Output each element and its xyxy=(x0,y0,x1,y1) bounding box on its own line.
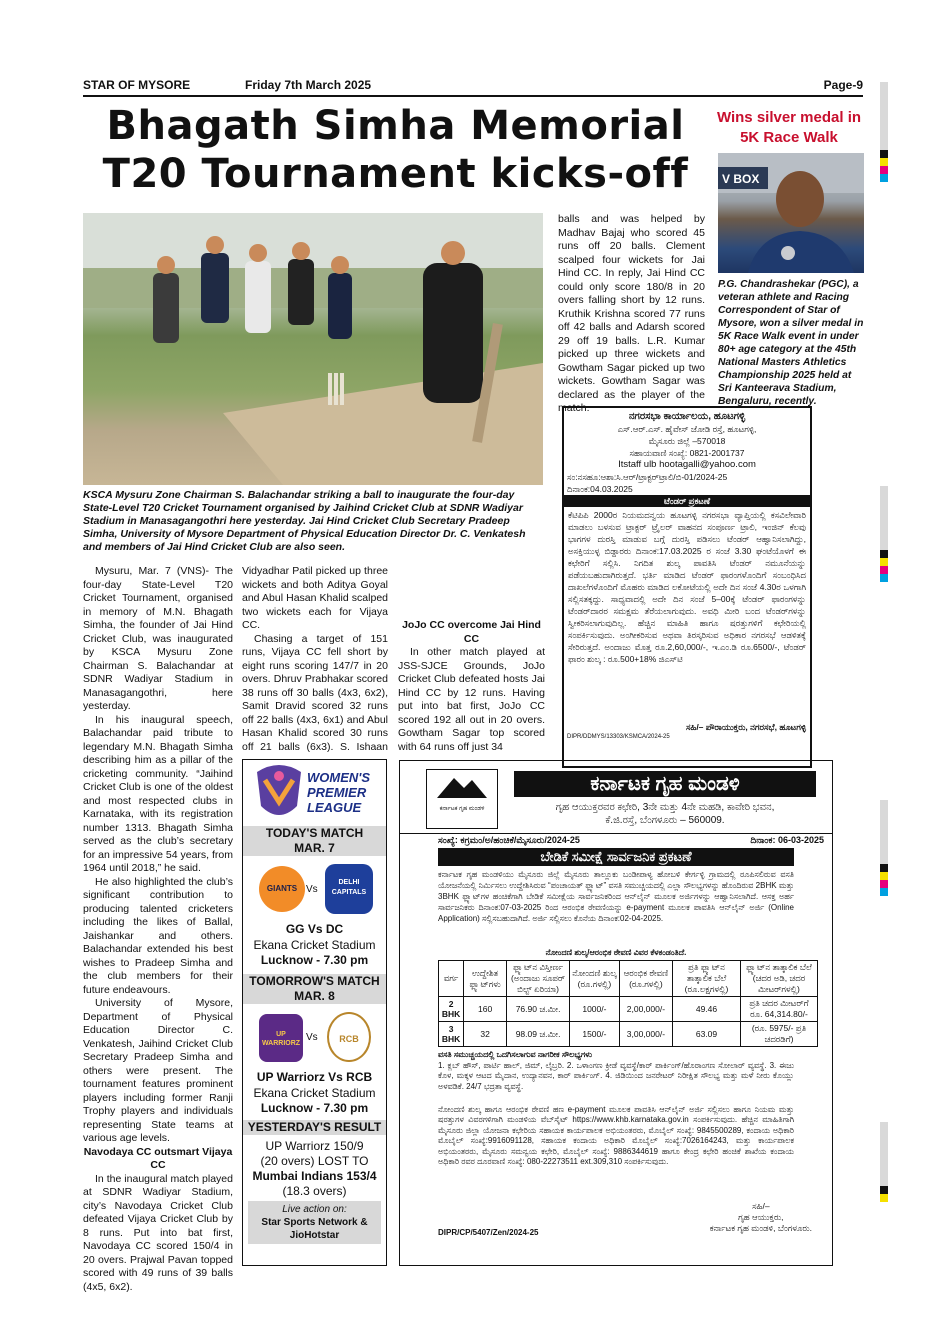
tender-address-2: ಮೈಸೂರು ಜಿಲ್ಲೆ –570018 xyxy=(648,436,726,446)
table-cell: 76.90 ಚ.ಮೀ. xyxy=(507,997,570,1022)
khb-address xyxy=(514,801,816,827)
tender-email: Itstaff ulb hootagalli@yahoo.com xyxy=(618,459,756,470)
table-header: ಉದ್ದೇಶಿತ ಫ್ಲ್ಯಾಟ್‌ಗಳು xyxy=(464,961,507,997)
result-line: (18.3 overs) xyxy=(282,1184,347,1198)
today-match-band xyxy=(243,826,386,856)
table-row xyxy=(439,997,818,1022)
signature-line: ಗೃಹ ಆಯುಕ್ತರು, xyxy=(738,1211,784,1222)
tomorrow-teams: UP Warriorz Vs RCB xyxy=(256,1070,373,1084)
issue-date: Friday 7th March 2025 xyxy=(245,78,372,92)
article-paragraph: He also highlighted the club’s significant contribution to producing talented cricketers including the likes of Ballal, Jaishankar and others. Balachandar extended his best wishes to Pradeep Simha and the club members for their future endeavours. xyxy=(83,875,233,996)
article-paragraph: In his inaugural speech, Balachandar paid tribute to legendary M.N. Bhagath Simha describing him as a pillar of the cricketing community. “Jaihind Cricket Club is one of the oldest and most respected clubs in Karnataka, with its registration number 1313. Bhagath Simha served as the club’s secretary for an impressive 54 years, from 1964 until 2018,” he said. xyxy=(83,713,233,874)
wpl-title-line: LEAGUE xyxy=(307,800,362,815)
khb-address-line: ಗೃಹ ಆಯುಕ್ತರವರ ಕಛೇರಿ, 3ನೇ ಮತ್ತು 4ನೇ ಮಹಡಿ, ಕಾವೇರಿ ಭವನ, xyxy=(555,802,775,813)
wpl-box xyxy=(242,759,387,1266)
reg-mark xyxy=(880,864,888,872)
tender-notice xyxy=(562,406,812,768)
tender-dipr: DIPR/DDMYS/13303/KSMCA/2024-25 xyxy=(567,734,670,740)
khb-advertisement xyxy=(399,760,833,1266)
article-paragraph: Chasing a target of 151 runs, Vijaya CC fell short by eight runs scoring 147/7 in 20 overs. Dhruv Prabhakar scored 38 runs off 30 balls (4x3, 6x2), Samit Dravid scored 32 runs off 22 balls (4x3, 6x1) and Abul Hasan Khalid scored 30 runs off 21 balls (6x3). S. Ishaan xyxy=(242,632,388,753)
khb-logo-text: ಕರ್ನಾಟಕ ಗೃಹ ಮಂಡಳಿ xyxy=(439,806,485,812)
reg-mark xyxy=(880,558,888,566)
vs-text: Vs xyxy=(306,884,318,895)
khb-contact: ನೋಂದಣಿ ಶುಲ್ಕ ಹಾಗೂ ಆರಂಭಿಕ ಠೇವಣಿ ಹಣ e-payment ಮೂಲಕ ಪಾವತಿಸಿ ಆನ್‌ಲೈನ್ ಅರ್ಜಿ ಸಲ್ಲಿಸಲು ಹಾಗೂ ನಿಯಮ ಮತ್ತು ಷರತ್ತುಗಳ ವಿವರಗಳಿಗಾಗಿ ಮಂಡಳಿಯ ವೆಬ್‌ಸೈಟ್ https://www.khb.karnataka.gov.in ಸಂಪರ್ಕಿಸುವುದು. ಹೆಚ್ಚಿನ ಮಾಹಿತಿಗಾಗಿ ಮೈಸೂರು ಜಿಲ್ಲಾ ಯೋಜನಾ ಕಛೇರಿಯ ಸಹಾಯಕ ಕಾರ್ಯಪಾಲಕ ಅಭಿಯಂತರರು, ಮೊಬೈಲ್ ಸಂಖ್ಯೆ: 9845500289, ಕಂದಾಯ ಅಧಿಕಾರಿ ಮೊಬೈಲ್ ಸಂಖ್ಯೆ:9916091128, ಸಹಾಯಕ ಕಂದಾಯ ಅಧಿಕಾರಿ ಮೊಬೈಲ್ ಸಂಖ್ಯೆ:7026164243, ಮತ್ತು ಕಾರ್ಯಪಾಲಕ ಅಭಿಯಂತರರು, ಮೈಸೂರು ಸಮನ್ವಯ ಕಛೇರಿ, ಮೊಬೈಲ್ ಸಂಖ್ಯೆ: 9886344619 ಹಾಗೂ ಕೇಂದ್ರ ಕಛೇರಿ ಹಂಚಿಕೆ ಶಾಖೆಯ ಕಂದಾಯ ಅಧಿಕಾರಿ ರವರ ದೂರವಾಣಿ ಸಂಖ್ಯೆ: 080-22273511 ext.309,310 ಸಂಪರ್ಕಿಸುವುದು. xyxy=(438,1104,794,1166)
table-cell: ಪ್ರತಿ ಚದರ ಮೀಟರ್‌ಗೆ ರೂ. 64,314.80/- xyxy=(740,997,817,1022)
khb-amenities-title: ವಸತಿ ಸಮುಚ್ಚಯದಲ್ಲಿ ಒದಗಿಸಲಾಗುವ ನಾಗರೀಕ ಸೌಲಭ್ಯಗಳು xyxy=(438,1050,593,1059)
capitals-logo: DELHI CAPITALS xyxy=(325,864,373,914)
table-cell: 3 BHK xyxy=(439,1022,464,1047)
result-line: (20 overs) LOST TO xyxy=(260,1154,369,1168)
network-line: Star Sports Network & xyxy=(261,1217,368,1228)
reg-mark xyxy=(880,566,888,574)
wpl-logo-icon xyxy=(249,762,309,824)
photo-illustration xyxy=(83,213,543,485)
table-cell: 98.09 ಚ.ಮೀ. xyxy=(507,1022,570,1047)
today-time: Lucknow - 7.30 pm xyxy=(260,953,369,967)
article-paragraph: In the inaugural match played at SDNR Wadiyar Stadium, city’s Navodaya Cricket Club defeated Vijaya Cricket Club by 8 runs. Put into bat first, Navodaya CC scored 150/4 in 20 overs. Prajwal Pavan topped scored with 49 runs of 39 balls (4x5, 6x2). xyxy=(83,1172,233,1293)
reg-mark xyxy=(880,550,888,558)
wpl-title xyxy=(307,770,370,815)
athlete-illustration xyxy=(718,153,864,273)
athlete-caption: P.G. Chandrashekar (PGC), a veteran athlete and Racing Correspondent of Star of Mysore, won a silver medal in 5K Race Walk event in under 80+ age category at the 45th National Masters Athletics Championship 2025 held at Sri Kanteerava Stadium, Bengaluru, recently. xyxy=(718,279,864,407)
reg-mark xyxy=(880,174,888,182)
article-column-3 xyxy=(398,565,545,755)
tomorrow-time: Lucknow - 7.30 pm xyxy=(260,1101,369,1115)
article-paragraph: balls and was helped by Madhav Bajaj who scored 45 runs off 20 balls. Clement scalped four wickets for Jai Hind CC. In reply, Jai Hind CC could only score 180/8 in 20 overs falling short by 12 runs. Kruthik Krishna scored 77 runs off 42 balls and Adarsh scored 29 off 19 balls. L.R. Kumar picked up three wickets and Gowtham Sagar picked up two wickets. Gowtham Sagar was declared as the player of the match. xyxy=(558,213,705,414)
subheading: Navodaya CC outsmart Vijaya CC xyxy=(83,1145,233,1171)
photo-caption: KSCA Mysuru Zone Chairman S. Balachandar striking a ball to inaugurate the four-day State-Level T20 Cricket Tournament organised by Jaihind Cricket Club at SDNR Wadiyar Stadium in Manasagangothri here yesterday. Jai Hind Cricket Club Secretary Pradeep Simha, University of Mysore Department of Physical Education Director Dr. C. Venkatesh and members of Jai Hind Cricket Club are also seen. xyxy=(83,489,526,553)
tender-title: ನಗರಸಭಾ ಕಾರ್ಯಾಲಯ, ಹೂಟಗಳ್ಳಿ xyxy=(628,411,746,422)
result-line: UP Warriorz 150/9 xyxy=(265,1139,364,1153)
table-header: ವರ್ಗ xyxy=(439,961,464,997)
tender-phone: ಸಹಾಯವಾಣಿ ಸಂಖ್ಯೆ: 0821-2001737 xyxy=(629,448,745,458)
tomorrow-venue: Ekana Cricket Stadium xyxy=(253,1086,376,1100)
cricket-inauguration-photo xyxy=(83,213,543,485)
article-paragraph: Vidyadhar Patil picked up three wickets and both Aditya Goyal and Abul Hasan Khalid scalped two wickets each for Vijaya CC. xyxy=(242,565,388,631)
tender-banner: ಟೆಂಡರ್ ಪ್ರಕಟಣೆ xyxy=(564,495,810,507)
today-label: TODAY'S MATCH xyxy=(265,826,364,840)
reg-mark xyxy=(880,158,888,166)
tender-address-1: ಎಸ್.ಆರ್.ಎಸ್. ಹೈವೇಸ್ ಜೋಡಿ ರಸ್ತೆ, ಹೂಟಗಳ್ಳಿ, xyxy=(617,424,757,434)
khb-address-line: ಕೆ.ಜಿ.ರಸ್ತೆ, ಬೆಂಗಳೂರು – 560009. xyxy=(605,815,725,826)
house-logo-icon xyxy=(432,770,492,800)
table-cell: 1000/- xyxy=(570,997,620,1022)
article-column-2 xyxy=(242,565,388,755)
wpl-logo xyxy=(243,760,386,826)
table-header: ನೋಂದಣಿ ಶುಲ್ಕ (ರೂ.ಗಳಲ್ಲಿ) xyxy=(570,961,620,997)
network-line: JioHotstar xyxy=(289,1230,340,1241)
reg-mark xyxy=(880,872,888,880)
table-cell: 3,00,000/- xyxy=(619,1022,672,1047)
reg-mark xyxy=(880,486,888,550)
article-paragraph: In other match played at JSS-SJCE Grounds, JoJo Cricket Club defeated hosts Jai Hind CC by 12 runs. Having put into bat first, JoJo CC scored 192 all out in 20 overs. Gowtham Sagar top scored with 64 runs off just 34 xyxy=(398,646,545,753)
warriorz-logo: UP WARRIORZ xyxy=(259,1014,303,1062)
table-cell: 2,00,000/- xyxy=(619,997,672,1022)
print-registration-marks xyxy=(880,82,888,1202)
article-column-4 xyxy=(558,213,705,416)
khb-banner: ಬೇಡಿಕೆ ಸಮೀಕ್ಷೆ ಸಾರ್ವಜನಿಕ ಪ್ರಕಟಣೆ xyxy=(438,848,794,866)
main-headline xyxy=(83,102,708,198)
table-cell: 32 xyxy=(464,1022,507,1047)
headline-line-2: T20 Tournament kicks-off xyxy=(102,151,689,197)
khb-table-note: ನೋಂದಣಿ ಶುಲ್ಕ/ಆರಂಭಿಕ ಠೇವಣಿ ವಿವರ ಕೆಳಕಂಡಂತಿದೆ. xyxy=(545,948,687,957)
table-cell: 63.09 xyxy=(673,1022,741,1047)
page-header xyxy=(83,78,863,94)
khb-logo xyxy=(426,769,498,829)
reg-mark xyxy=(880,888,888,896)
today-date: MAR. 7 xyxy=(294,841,335,855)
khb-footer xyxy=(400,1201,832,1241)
khb-ref-row xyxy=(400,834,832,848)
table-header: ಪ್ರತಿ ಫ್ಲ್ಯಾಟ್‌ನ ತಾತ್ಕಾಲಿಕ ಬೆಲೆ (ರೂ.ಲಕ್ಷಗಳಲ್ಲಿ) xyxy=(673,961,741,997)
reg-mark xyxy=(880,150,888,158)
athlete-photo xyxy=(718,153,864,273)
table-header: ಫ್ಲ್ಯಾಟ್‌ನ ತಾತ್ಕಾಲಿಕ ಬೆಲೆ (ಚದರ ಅಡಿ, ಚದರ ಮೀಟರ್‌ಗಳಲ್ಲಿ) xyxy=(740,961,817,997)
tender-signature: ಸಹಿ/– ಪೌರಾಯುಕ್ತರು, ನಗರಸಭೆ, ಹೂಟಗಳ್ಳಿ xyxy=(685,722,806,732)
signature-line: ಕರ್ನಾಟಕ ಗೃಹ ಮಂಡಳಿ, ಬೆಂಗಳೂರು. xyxy=(709,1222,812,1233)
khb-amenities: 1. ಕ್ಲಬ್ ಹೌಸ್, ಪಾರ್ಟಿ ಹಾಲ್, ಜಿಮ್, ಲೈಬ್ರರಿ. 2. ಒಳಾಂಗಣ ಕ್ರೀಡೆ ವ್ಯವಸ್ಥೆ/ಕಾರ್ ಪಾರ್ಕಿಂಗ್/ಹೊರಾಂಗಣ ಸೋಲಾರ್ ವ್ಯವಸ್ಥೆ. 3. ಈಜು ಕೊಳ, ಮಕ್ಕಳ ಆಟದ ಮೈದಾನ, ಉದ್ಯಾನವನ, ಕಾರ್ ಪಾರ್ಕಿಂಗ್. 4. ಜಿಡಿಯಿಂದ ಜನರೇಟರ್ ನಿರೀಕ್ಷಿತ ಸೌಲಭ್ಯ ಮತ್ತು ಮಳೆ ನೀರು ಕೊಯ್ಲು ಅಳವಡಿಕೆ. 24/7 ಭದ್ರತಾ ವ್ಯವಸ್ಥೆ. xyxy=(438,1060,794,1091)
broadcast-box xyxy=(248,1201,381,1244)
khb-date: ದಿನಾಂಕ: 06-03-2025 xyxy=(750,835,824,845)
reg-mark xyxy=(880,574,888,582)
article-column-1 xyxy=(83,565,233,1294)
khb-title: ಕರ್ನಾಟಕ ಗೃಹ ಮಂಡಳಿ xyxy=(514,771,816,797)
khb-signature xyxy=(710,1201,812,1234)
reg-mark xyxy=(880,880,888,888)
result-line: Mumbai Indians 153/4 xyxy=(252,1169,377,1183)
reg-mark xyxy=(880,800,888,864)
table-row xyxy=(439,1022,818,1047)
table-header: ಆರಂಭಿಕ ಠೇವಣಿ (ರೂ.ಗಳಲ್ಲಿ) xyxy=(619,961,672,997)
table-cell: 2 BHK xyxy=(439,997,464,1022)
article-paragraph: Mysuru, Mar. 7 (VNS)- The four-day State-Level T20 Cricket Tournament, organised in memory of M.N. Bhagath Simha, the founder of Jai Hind Cricket Club, was inaugurated by KSCA Mysuru Zone Chairman S. Balachandar at SDNR Wadiyar Stadium in Manasagangothri, here yesterday. xyxy=(83,565,233,712)
khb-header xyxy=(400,761,832,834)
khb-dipr: DIPR/CP/5407/Zen/2024-25 xyxy=(438,1227,539,1237)
table-header-row xyxy=(439,961,818,997)
header-rule xyxy=(83,95,863,97)
reg-mark xyxy=(880,82,888,150)
tender-date: ದಿನಾಂಕ:04.03.2025 xyxy=(567,484,633,494)
table-cell: 49.46 xyxy=(673,997,741,1022)
paper-name: STAR OF MYSORE xyxy=(83,78,191,92)
today-venue: Ekana Cricket Stadium xyxy=(253,938,376,952)
table-header: ಫ್ಲ್ಯಾಟ್‌ನ ವಿಸ್ತೀರ್ಣ (ಅಂದಾಜು ಸೂಪರ್ ಬಿಲ್ಟ್ ಏರಿಯಾ) xyxy=(507,961,570,997)
table-cell: 160 xyxy=(464,997,507,1022)
giants-logo: GIANTS xyxy=(259,866,305,912)
tomorrow-date: MAR. 8 xyxy=(294,989,335,1003)
reg-mark xyxy=(880,1122,888,1186)
headline-line-1: Bhagath Simha Memorial xyxy=(106,103,685,149)
table-cell: (ರೂ. 5975/- ಪ್ರತಿ ಚದರಡಿಗೆ) xyxy=(740,1022,817,1047)
vs-text: Vs xyxy=(306,1032,318,1043)
reg-mark xyxy=(880,1194,888,1202)
today-logos xyxy=(243,856,386,938)
banner-text: V BOX xyxy=(722,172,760,186)
tomorrow-label: TOMORROW'S MATCH xyxy=(249,974,380,988)
khb-intro: ಕರ್ನಾಟಕ ಗೃಹ ಮಂಡಳಿಯು ಮೈಸೂರು ಜಿಲ್ಲೆ ಮೈಸೂರು ತಾಲ್ಲೂಕು ಬಂಡೀಪಾಳ್ಯ ಹೋಬಳಿ ಕೇರ್ಗಳ್ಳಿ ಗ್ರಾಮದಲ್ಲಿ ರೂಪಿಸಲಿರುವ ವಸತಿ ಯೋಜನೆಯಲ್ಲಿ ನಿರ್ಮಿಸಲು ಉದ್ದೇಶಿಸಿರುವ “ಪಂಚಾಯತ್ ಫ್ಲ್ಯಾಟ್” ವಸತಿ ಸಮುಚ್ಚಯದಲ್ಲಿ ಎಲ್ಲಾ ಸೌಲಭ್ಯಗಳನ್ನು ಹೊಂದಿರುವ 2BHK ಮತ್ತು 3BHK ಫ್ಲ್ಯಾಟ್‌ಗಳ ಹಂಚಿಕೆಗಾಗಿ ಬೇಡಿಕೆ ಸಮೀಕ್ಷೆಯ ಸಾರ್ವಜನಿಕರಿಂದ ಆನ್‌ಲೈನ್ ಮೂಲಕ ಅರ್ಜಿಗಳನ್ನು ಆಹ್ವಾನಿಸಲಾಗಿದೆ. ಆಸಕ್ತ ಅರ್ಹ ಸಾರ್ವಜನಿಕರು ದಿನಾಂಕ:07-03-2025 ರಿಂದ ಆರಂಭಿಕ ಠೇವಣಿಯನ್ನು e-payment ಮೂಲಕ ಪಾವತಿಸಿ ಆನ್‌ಲೈನ್ ಅರ್ಜಿ (Online Application) ಸಲ್ಲಿಸಬಹುದಾಗಿದೆ. ಅರ್ಜಿ ಸಲ್ಲಿಸಲು ಕೊನೆಯ ದಿನಾಂಕ:02-04-2025. xyxy=(438,870,794,923)
subheading: JoJo CC overcome Jai Hind CC xyxy=(402,619,541,645)
tomorrow-logos xyxy=(243,1004,386,1086)
reg-mark xyxy=(880,1186,888,1194)
rcb-logo: RCB xyxy=(327,1012,371,1062)
live-label: Live action on: xyxy=(282,1204,347,1215)
tender-body: ಕೆಟಿಪಿಪಿ 2000ರ ನಿಯಮದನ್ವಯ ಹೂಟಗಳ್ಳಿ ನಗರಸಭಾ ವ್ಯಾಪ್ತಿಯಲ್ಲಿ ಕಸವಿಲೇವಾರಿ ಮಾಡಲು ಬಳಸುವ ಟ್ರಾಕ್ಟರ್ ಟ್ರೈಲರ್ ವಾಹನದ ಸಂಪೂರ್ಣ ಟ್ರಾಲಿ, ಇಂಜಿನ್ ಕೆಲವು ಭಾಗಗಳ ದುರಸ್ತಿ ಮಾಡುವ ಬಗ್ಗೆ ದುರಸ್ತಿ ಪಡಿಸಲು ಟೆಂಡರ್ ಆಹ್ವಾನಿಸಲಾಗಿದ್ದು, ಅಸಕ್ತಿಯುಳ್ಳ ಬಿಡ್ದಾರರು ದಿನಾಂಕ:17.03.2025 ರ ಸಂಜೆ 3.30 ಘಂಟೆಯೊಳಗೆ ಈ ಕಛೇರಿಗೆ ಸಲ್ಲಿಸಿ. ನಿಗದಿತ ಶುಲ್ಕ ಪಾವತಿಸಿ ಟೆಂಡರ್ ನಮೂನೆಯನ್ನು ಪಡೆಯಬಹುದಾಗಿರುತ್ತದೆ. ಭರ್ತಿ ಮಾಡಿದ ಟೆಂಡರ್ ಫಾರಂಗಳೊಂದಿಗೆ ಸಂಬಂಧಿಸಿದ ದಾಖಲೆಗಳೊಂದಿಗೆ ಮೊಹರು ಮಾಡಿದ ಲಕೋಟೆಯಲ್ಲಿ ಅದೇ ದಿನ ಸಂಜೆ 4.30ರ ಒಳಗಾಗಿ ಸಲ್ಲಿಸತಕ್ಕದ್ದು. ಸಾಧ್ಯವಾದಲ್ಲಿ ಅದೇ ದಿನ ಸಂಜೆ 5–00ಕ್ಕೆ ಟೆಂಡರ್ ಫಾರಂಗಳನ್ನು ಟೆಂಡರ್‌ದಾರರ ಸಮಕ್ಷಮ ತೆರೆಯಲಾಗುವುದು. ಅವಧಿ ಮೀರಿ ಬಂದ ಟೆಂಡರ್‌ಗಳನ್ನು ಸ್ವೀಕರಿಸಲಾಗುವುದಿಲ್ಲ. ಹೆಚ್ಚಿನ ಮಾಹಿತಿ ಹಾಗೂ ಷರತ್ತುಗಳಿಗೆ ಕಛೇರಿಯಲ್ಲಿ ಸಂಪರ್ಕಿಸುವುದು. ಅಂಗೀಕರಿಸುವ ಅಥವಾ ತಿರಸ್ಕರಿಸುವ ಅಧಿಕಾರ ನಗರಸಭೆ ಆಡಳಿತಕ್ಕೆ ಸೇರಿರುತ್ತದೆ. ಅಂದಾಜು ಮೊತ್ತ ರೂ.2,60,000/-, ಇ.ಎಂ.ಡಿ ರೂ.6500/-, ಟೆಂಡರ್ ಫಾರಂ ಶುಲ್ಕ : ರೂ.500+18% ಜಿಎಸ್‌ಟಿ xyxy=(568,510,806,664)
page-number: Page-9 xyxy=(823,78,863,92)
silver-medal-headline: Wins silver medal in 5K Race Walk xyxy=(716,109,862,146)
article-paragraph: University of Mysore, Department of Physical Education Director C. Venkatesh, Jaihind Cricket Club Secretary Pradeep Simha and others were present. The tournament features prominent players including former Ranji Trophy players and individuals representing State teams at various age levels. xyxy=(83,997,233,1144)
wpl-title-line: PREMIER xyxy=(307,785,367,800)
today-teams: GG Vs DC xyxy=(285,922,344,936)
khb-ref: ಸಂಖ್ಯೆ: ಕಗ್ರಮಂ/ಅ/ಹಂಚಿಕೆ/ಮೈಸೂರು/2024-25 xyxy=(438,835,580,845)
signature-line: ಸಹಿ/– xyxy=(752,1200,770,1211)
wpl-title-line: WOMEN'S xyxy=(307,770,371,785)
reg-mark xyxy=(880,166,888,174)
table-cell: 1500/- xyxy=(570,1022,620,1047)
tender-ref: ಸಂ:ನಸಹೂ:ಆಶಾ:ಸಿ.ಆರ್/ಟ್ರಾಕ್ಟರ್‌ಟ್ರಾಲಿ/ಬಿ-01/2024-25 xyxy=(567,472,728,482)
khb-price-table xyxy=(438,960,818,1047)
tomorrow-match-band xyxy=(243,974,386,1004)
result-band: YESTERDAY'S RESULT xyxy=(243,1120,386,1135)
